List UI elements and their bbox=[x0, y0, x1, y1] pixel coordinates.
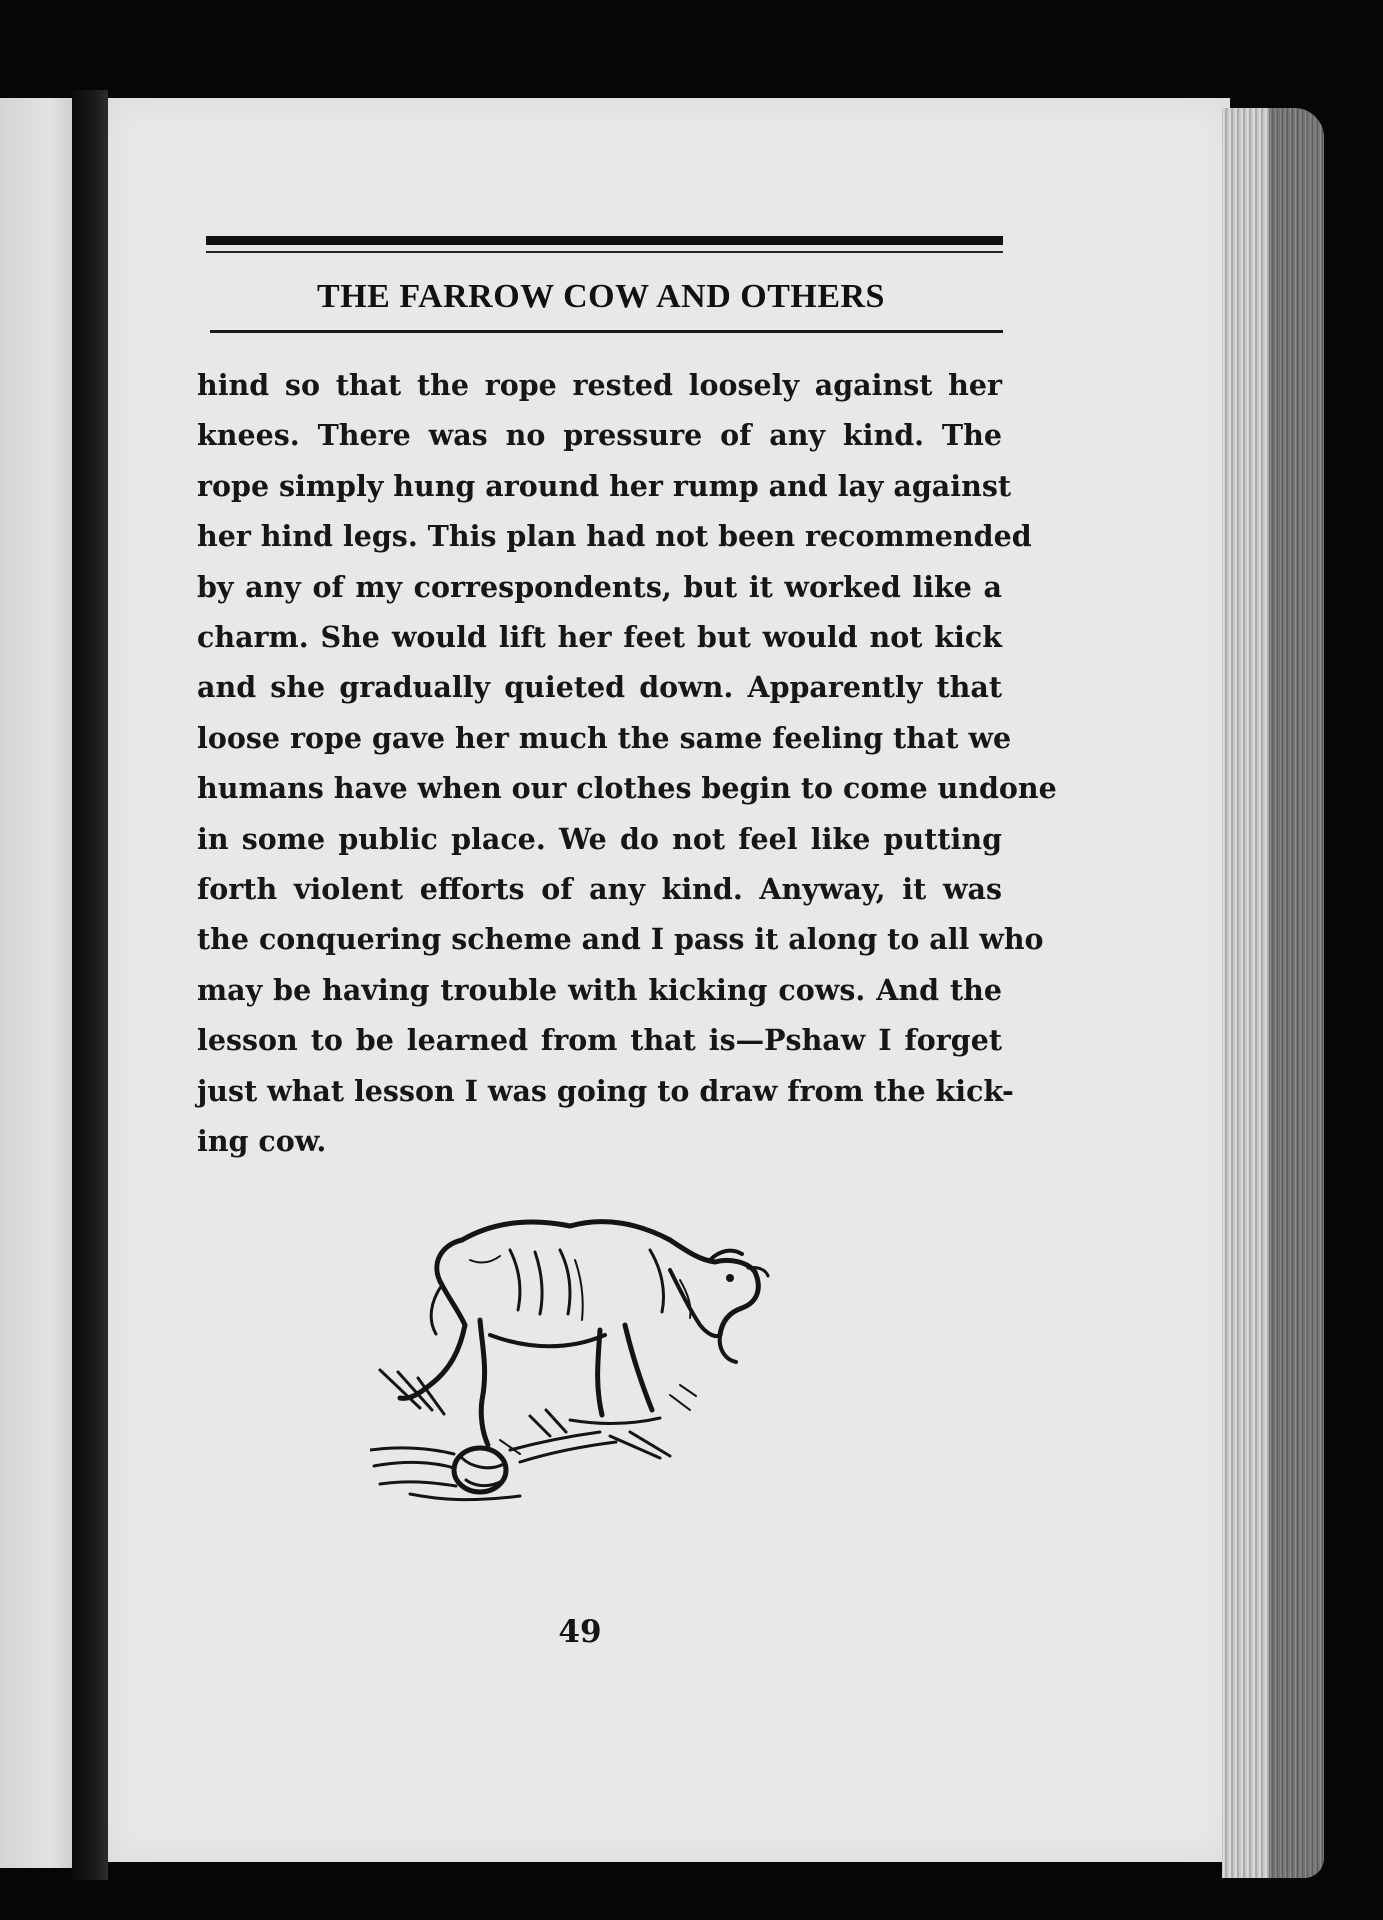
text-line: in some public place. We do not feel like putting bbox=[197, 821, 1002, 856]
page-number: 49 bbox=[558, 1614, 602, 1650]
body-paragraph bbox=[197, 360, 1057, 1167]
text-line: forth violent efforts of any kind. Anyway, it was bbox=[197, 872, 1002, 907]
running-title: THE FARROW COW AND OTHERS bbox=[317, 278, 885, 315]
header-rule-thick bbox=[206, 236, 1003, 245]
header-rule-thin bbox=[206, 251, 1003, 253]
text-line: and she gradually quieted down. Apparently that bbox=[197, 670, 1002, 705]
book-gutter bbox=[72, 90, 108, 1880]
text-line: by any of my correspondents, but it worked like a bbox=[197, 569, 1002, 604]
text-line: ing cow. bbox=[197, 1124, 327, 1159]
text-line: may be having trouble with kicking cows. And the bbox=[197, 972, 1002, 1007]
text-line: rope simply hung around her rump and lay against bbox=[197, 468, 1012, 503]
text-line: just what lesson I was going to draw from the kick- bbox=[197, 1073, 1014, 1108]
text-line: loose rope gave her much the same feeling that we bbox=[197, 720, 1012, 755]
page-stack-edges bbox=[1222, 108, 1324, 1878]
text-line: charm. She would lift her feet but would not kick bbox=[197, 620, 1002, 655]
text-line: humans have when our clothes begin to come undone bbox=[197, 771, 1057, 806]
text-line: knees. There was no pressure of any kind. The bbox=[197, 418, 1002, 453]
text-line: her hind legs. This plan had not been recommended bbox=[197, 519, 1032, 554]
kicking-cow-illustration bbox=[370, 1210, 820, 1530]
text-line: the conquering scheme and I pass it along to all who bbox=[197, 922, 1044, 957]
text-line: hind so that the rope rested loosely against her bbox=[197, 368, 1002, 402]
text-line: lesson to be learned from that is—Pshaw I forget bbox=[197, 1023, 1002, 1058]
header-rule-bottom bbox=[210, 330, 1003, 333]
left-page-edge bbox=[0, 98, 72, 1868]
